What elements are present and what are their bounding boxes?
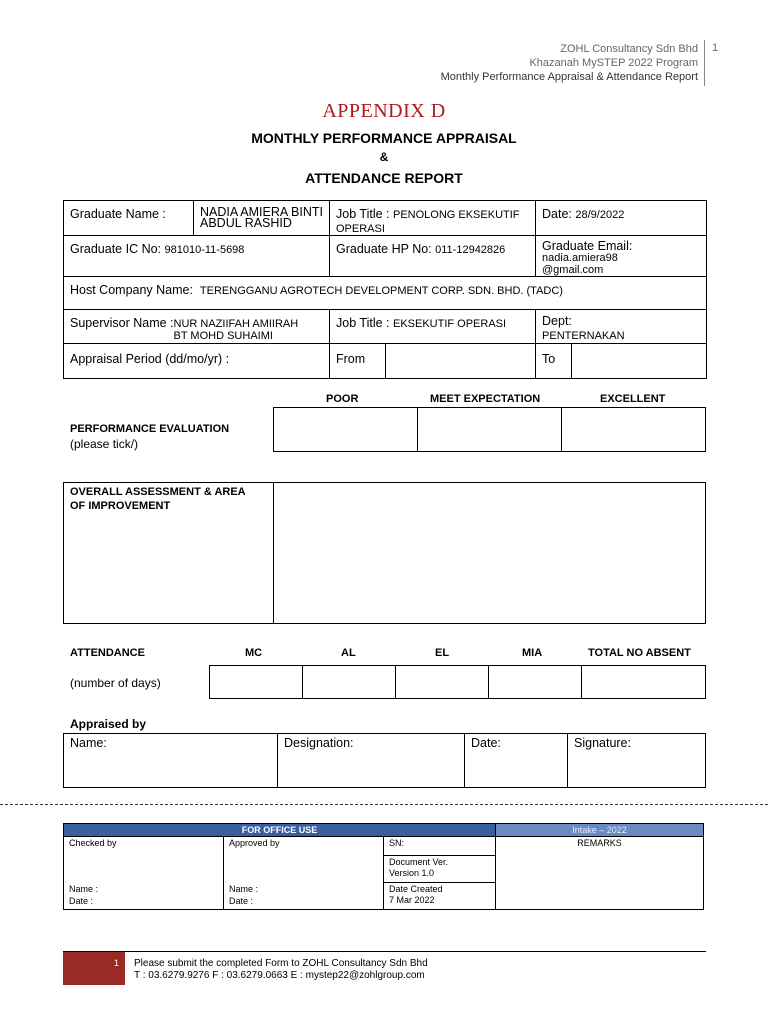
checked-by-label: Checked by	[69, 838, 117, 848]
header-program: Khazanah MySTEP 2022 Program	[529, 57, 698, 69]
footer-number: 1	[113, 958, 119, 968]
job-title-field: PENOLONG EKSEKUTIF OPERASI	[336, 209, 520, 235]
hp-field: 011-12942826	[435, 244, 506, 256]
col-excellent: EXCELLENT	[600, 393, 666, 405]
to-label: To	[536, 344, 572, 379]
host-company-label: Host Company Name:	[70, 283, 193, 297]
assessment-field[interactable]	[273, 482, 706, 624]
header-report: Monthly Performance Appraisal & Attendance Report	[440, 71, 698, 83]
hp-label: Graduate HP No:	[336, 242, 432, 256]
appraiser-date-field[interactable]	[464, 733, 568, 788]
supervisor-label: Supervisor Name :	[70, 316, 174, 330]
assessment-label-2: OF IMPROVEMENT	[70, 500, 171, 512]
title-line-2: ATTENDANCE REPORT	[305, 170, 463, 186]
performance-sublabel: (please tick/)	[70, 437, 139, 451]
appraiser-designation-field[interactable]	[277, 733, 465, 788]
sup-job-cell[interactable]	[330, 310, 536, 344]
sup-job-field: EKSEKUTIF OPERASI	[392, 318, 507, 330]
attendance-label: ATTENDANCE	[70, 647, 145, 659]
date-created-value: 7 Mar 2022	[389, 895, 435, 905]
ic-label: Graduate IC No:	[70, 242, 162, 256]
tick-meet-box[interactable]	[417, 407, 562, 452]
footer-line-2: T : 03.6279.9276 F : 03.6279.0663 E : mystep22@zohlgroup.com	[134, 970, 425, 981]
attendance-sublabel: (number of days)	[70, 676, 161, 690]
dept-cell[interactable]	[536, 310, 707, 344]
approved-by-label: Approved by	[229, 838, 280, 848]
assessment-label-box	[63, 482, 274, 624]
office-use-header: FOR OFFICE USE	[64, 824, 496, 837]
appraiser-name-label: Name:	[70, 736, 107, 750]
ic-cell[interactable]	[64, 236, 330, 277]
email-cell[interactable]	[536, 236, 707, 277]
col-mia: MIA	[522, 647, 543, 659]
cut-line	[0, 804, 768, 805]
checked-name-label: Name :	[69, 884, 99, 894]
appraiser-signature-field[interactable]	[567, 733, 706, 788]
tick-poor-box[interactable]	[273, 407, 418, 452]
email-field-1: nadia.amiera98	[542, 252, 618, 264]
title-line-1: MONTHLY PERFORMANCE APPRAISAL	[251, 130, 517, 146]
from-label: From	[330, 344, 386, 379]
remarks-label: REMARKS	[577, 838, 622, 848]
graduate-info-table	[63, 200, 707, 379]
remarks-cell[interactable]	[496, 837, 704, 910]
col-meet-expectation: MEET EXPECTATION	[430, 393, 541, 405]
from-field[interactable]	[386, 344, 536, 379]
appendix-title: APPENDIX D	[322, 100, 446, 122]
graduate-name-label: Graduate Name :	[64, 201, 194, 236]
approved-by-cell[interactable]	[224, 837, 384, 910]
el-field[interactable]	[395, 665, 489, 699]
assessment-label-1: OVERALL ASSESSMENT & AREA	[70, 486, 246, 498]
header-divider	[704, 40, 705, 86]
intake-label: Intake – 2022	[496, 824, 704, 837]
hp-cell[interactable]	[330, 236, 536, 277]
host-company-cell[interactable]	[64, 277, 707, 310]
office-use-table	[63, 823, 704, 910]
doc-version-label: Document Ver.	[389, 857, 449, 867]
approved-name-label: Name :	[229, 884, 259, 894]
graduate-name-field[interactable]: NADIA AMIERA BINTI ABDUL RASHID	[194, 201, 330, 236]
appraiser-designation-label: Designation:	[284, 736, 354, 750]
col-al: AL	[341, 647, 356, 659]
col-el: EL	[435, 647, 450, 659]
appraised-by-label: Appraised by	[70, 717, 147, 731]
total-absent-field[interactable]	[581, 665, 706, 699]
checked-by-cell[interactable]	[64, 837, 224, 910]
date-cell[interactable]	[536, 201, 707, 236]
ic-field: 981010-11-5698	[164, 244, 245, 256]
email-field-2: @gmail.com	[542, 264, 604, 276]
job-title-cell[interactable]	[330, 201, 536, 236]
doc-version-cell	[384, 856, 496, 883]
footer-line-1: Please submit the completed Form to ZOHL Consultancy Sdn Bhd	[134, 958, 428, 969]
doc-version-value: Version 1.0	[389, 868, 435, 878]
col-total-absent: TOTAL NO ABSENT	[588, 647, 691, 659]
mc-field[interactable]	[209, 665, 303, 699]
sn-label: SN:	[384, 837, 496, 856]
footer-badge	[63, 952, 125, 985]
mia-field[interactable]	[488, 665, 582, 699]
tick-excellent-box[interactable]	[561, 407, 706, 452]
supervisor-field-1: NUR NAZIIFAH AMIIRAH	[173, 318, 299, 330]
sup-job-label: Job Title :	[336, 316, 390, 330]
date-created-label: Date Created	[389, 884, 443, 894]
footer-rule	[63, 951, 706, 952]
approved-date-label: Date :	[229, 896, 254, 906]
appraiser-signature-label: Signature:	[574, 736, 631, 750]
date-created-cell	[384, 883, 496, 910]
email-label: Graduate Email:	[542, 239, 633, 253]
page-number: 1	[712, 42, 719, 54]
dept-label: Dept:	[542, 314, 572, 328]
col-poor: POOR	[326, 393, 359, 405]
appraiser-date-label: Date:	[471, 736, 501, 750]
host-company-field: TERENGGANU AGROTECH DEVELOPMENT CORP. SDN. BHD. (TADC)	[199, 285, 563, 297]
title-amp: &	[379, 150, 389, 164]
dept-field: PENTERNAKAN	[542, 330, 625, 342]
al-field[interactable]	[302, 665, 396, 699]
document-header	[441, 42, 698, 84]
col-mc: MC	[245, 647, 263, 659]
job-title-label: Job Title :	[336, 207, 390, 221]
supervisor-field-2: BT MOHD SUHAIMI	[173, 330, 273, 342]
checked-date-label: Date :	[69, 896, 94, 906]
footer-text	[134, 958, 428, 982]
appraiser-name-field[interactable]	[63, 733, 278, 788]
performance-label: PERFORMANCE EVALUATION	[70, 423, 230, 435]
period-label: Appraisal Period (dd/mo/yr) :	[64, 344, 330, 379]
date-label: Date:	[542, 207, 572, 221]
to-field[interactable]	[572, 344, 707, 379]
header-company: ZOHL Consultancy Sdn Bhd	[560, 43, 698, 55]
date-field: 28/9/2022	[575, 209, 625, 221]
supervisor-cell[interactable]	[64, 310, 330, 344]
